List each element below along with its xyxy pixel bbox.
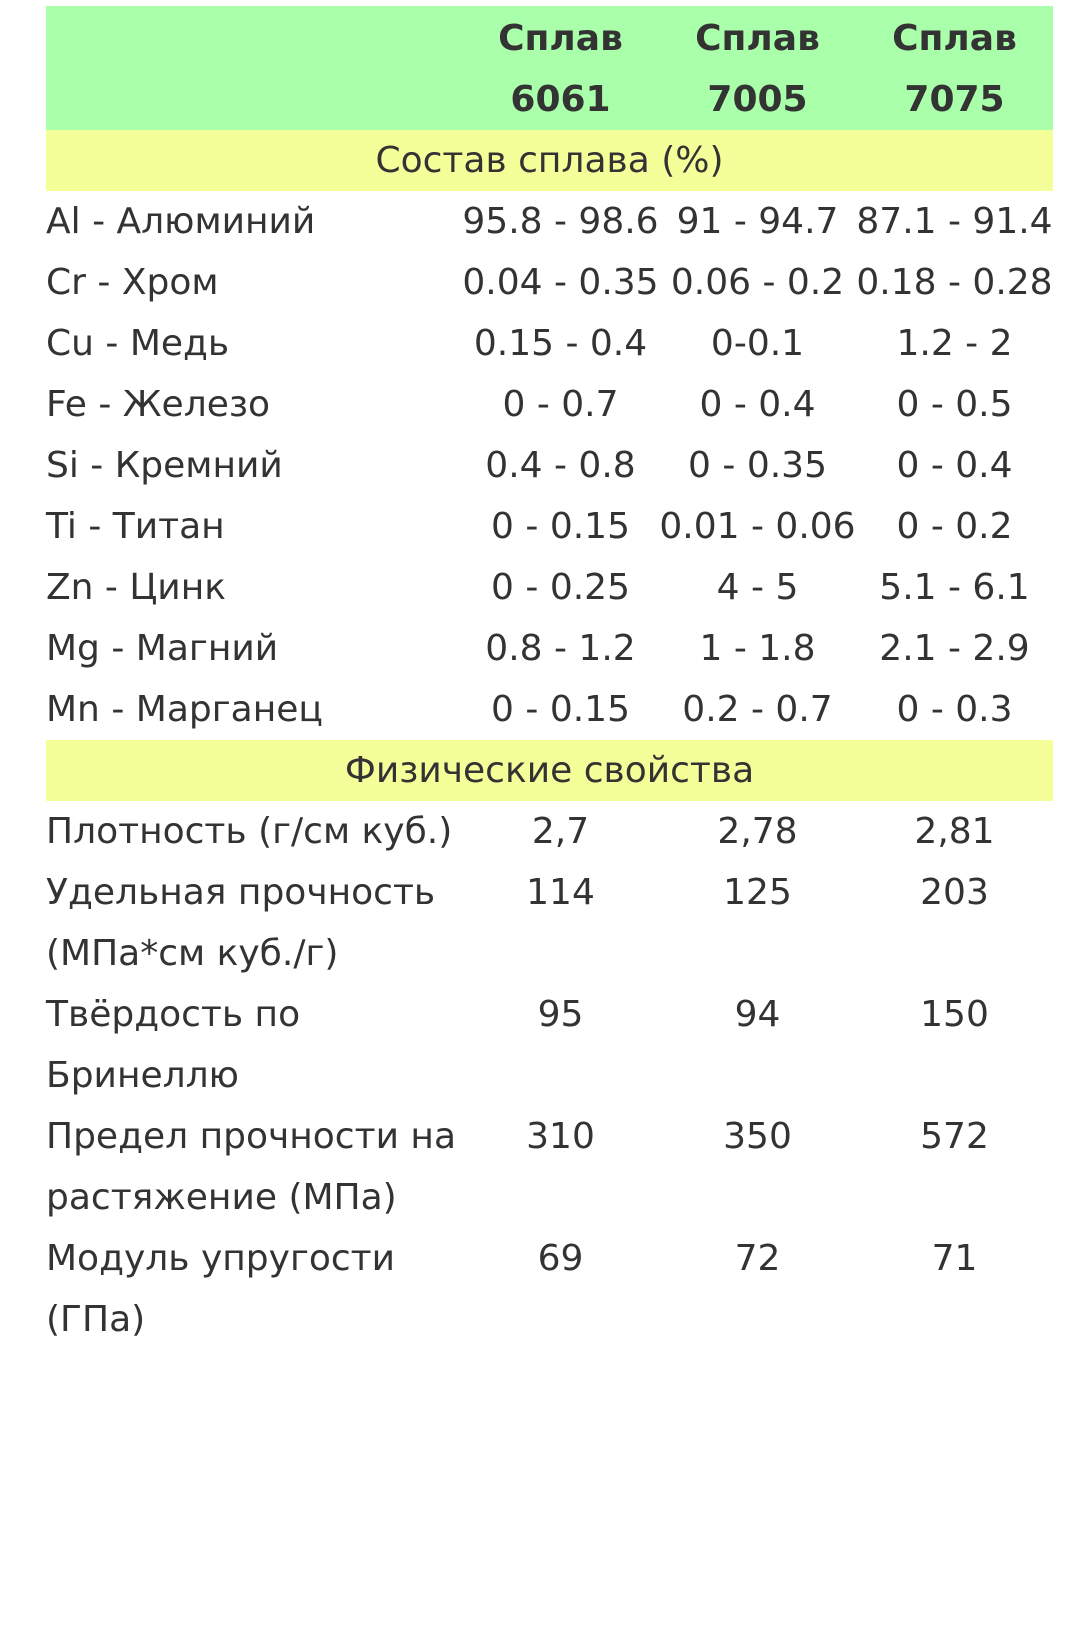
table-row: [46, 252, 1053, 313]
table-header: [46, 6, 1053, 130]
alloy-comparison-table: [46, 6, 1053, 1350]
property-label: Плотность (г/см куб.): [46, 811, 453, 852]
table-row: [46, 557, 1053, 618]
property-value: 95.8 - 98.6: [462, 201, 659, 242]
property-value: 2,81: [914, 811, 995, 852]
property-value: 203: [920, 872, 989, 913]
property-label: Ti - Титан: [46, 506, 225, 547]
table-body: [46, 130, 1053, 1350]
property-label: Mn - Марганец: [46, 689, 323, 730]
property-value: 0.4 - 0.8: [485, 445, 636, 486]
property-value: 0.2 - 0.7: [682, 689, 833, 730]
property-value: 69: [537, 1238, 584, 1279]
property-value: 0 - 0.5: [896, 384, 1013, 425]
property-value: 0 - 0.25: [491, 567, 630, 608]
property-value: 0 - 0.7: [502, 384, 619, 425]
section-title: Состав сплава (%): [46, 130, 1053, 191]
property-label: Cr - Хром: [46, 262, 219, 303]
property-value: 0.01 - 0.06: [659, 506, 856, 547]
alloy-comparison-table-wrapper: [46, 6, 1052, 1350]
property-value: 0 - 0.15: [491, 689, 630, 730]
property-value: 71: [931, 1238, 978, 1279]
property-value: 0 - 0.4: [896, 445, 1013, 486]
property-value: 114: [526, 872, 595, 913]
property-label: Cu - Медь: [46, 323, 230, 364]
property-value: 2,7: [531, 811, 590, 852]
table-row: [46, 1228, 1053, 1350]
property-value: 2,78: [717, 811, 798, 852]
section-header-row: [46, 130, 1053, 191]
property-label: Модуль упругости (ГПа): [46, 1238, 396, 1340]
property-value: 0 - 0.35: [688, 445, 827, 486]
column-header-7005: Сплав 7005: [659, 6, 856, 130]
table-row: [46, 313, 1053, 374]
table-row: [46, 984, 1053, 1106]
property-value: 0.15 - 0.4: [473, 323, 648, 364]
property-value: 0.8 - 1.2: [485, 628, 636, 669]
property-value: 0 - 0.2: [896, 506, 1013, 547]
property-value: 310: [526, 1116, 595, 1157]
property-value: 1 - 1.8: [699, 628, 816, 669]
property-value: 91 - 94.7: [676, 201, 839, 242]
property-value: 1.2 - 2: [896, 323, 1013, 364]
header-corner-cell: [46, 6, 462, 130]
table-row: [46, 862, 1053, 984]
section-header-row: [46, 740, 1053, 801]
property-value: 94: [734, 994, 781, 1035]
column-header-6061: Сплав 6061: [462, 6, 659, 130]
property-value: 0 - 0.15: [491, 506, 630, 547]
property-value: 0 - 0.3: [896, 689, 1013, 730]
table-row: [46, 618, 1053, 679]
property-value: 0.04 - 0.35: [462, 262, 659, 303]
table-row: [46, 679, 1053, 740]
property-value: 95: [537, 994, 584, 1035]
property-value: 125: [723, 872, 792, 913]
header-row: [46, 6, 1053, 130]
property-label: Al - Алюминий: [46, 201, 316, 242]
property-value: 572: [920, 1116, 989, 1157]
table-row: [46, 435, 1053, 496]
property-label: Fe - Железо: [46, 384, 271, 425]
property-label: Zn - Цинк: [46, 567, 226, 608]
column-header-7075: Сплав 7075: [856, 6, 1053, 130]
property-value: 87.1 - 91.4: [856, 201, 1053, 242]
property-value: 4 - 5: [716, 567, 799, 608]
property-label: Удельная прочность (МПа*см куб./г): [46, 872, 436, 974]
property-value: 150: [920, 994, 989, 1035]
property-label: Mg - Магний: [46, 628, 279, 669]
property-value: 0-0.1: [710, 323, 805, 364]
table-row: [46, 801, 1053, 862]
property-label: Предел прочности на растяжение (МПа): [46, 1116, 457, 1218]
property-value: 0.18 - 0.28: [856, 262, 1053, 303]
table-row: [46, 1106, 1053, 1228]
property-label: Твёрдость по Бринеллю: [46, 994, 301, 1096]
property-value: 350: [723, 1116, 792, 1157]
property-value: 5.1 - 6.1: [879, 567, 1030, 608]
property-value: 0 - 0.4: [699, 384, 816, 425]
table-row: [46, 374, 1053, 435]
property-value: 2.1 - 2.9: [879, 628, 1030, 669]
property-value: 0.06 - 0.2: [670, 262, 845, 303]
table-row: [46, 191, 1053, 252]
section-title: Физические свойства: [46, 740, 1053, 801]
table-row: [46, 496, 1053, 557]
property-label: Si - Кремний: [46, 445, 283, 486]
property-value: 72: [734, 1238, 781, 1279]
